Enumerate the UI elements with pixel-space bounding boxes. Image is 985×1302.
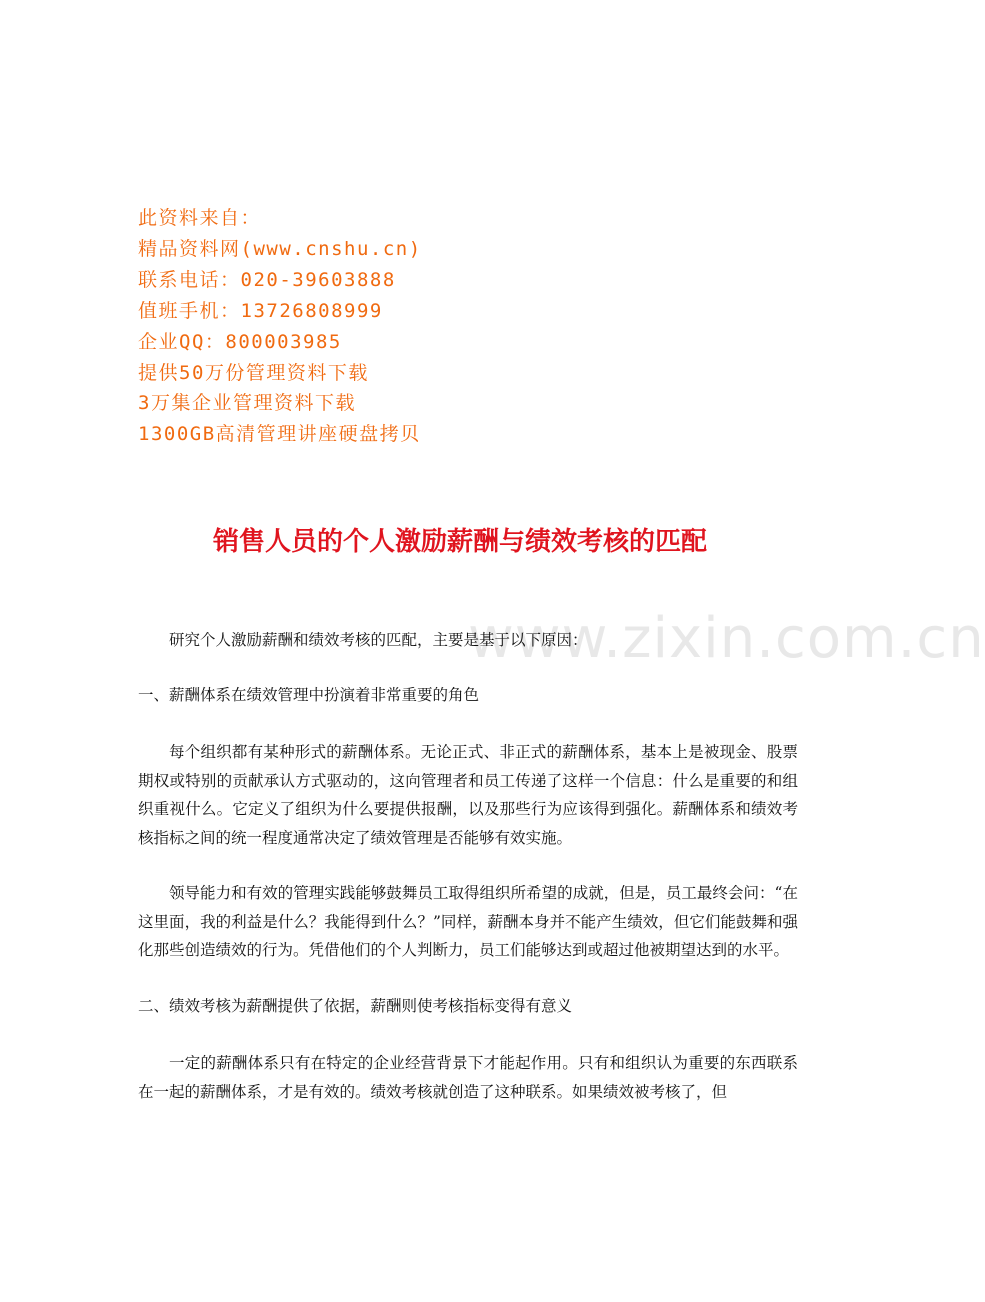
source-line: 值班手机：13726808999 xyxy=(138,299,383,322)
source-line: 联系电话：020-39603888 xyxy=(138,268,396,291)
source-line: 3万集企业管理资料下载 xyxy=(138,392,356,415)
source-info-block xyxy=(138,203,422,450)
source-line: 企业QQ：800003985 xyxy=(138,330,342,353)
watermark-text: www.zixin.com.cn xyxy=(468,606,985,671)
source-line: 精品资料网(www.cnshu.cn) xyxy=(138,237,422,260)
document-body xyxy=(138,626,798,1106)
source-line: 提供50万份管理资料下载 xyxy=(138,361,369,384)
section-1-paragraph-2: 领导能力和有效的管理实践能够鼓舞员工取得组织所希望的成就，但是，员工最终会问：“在这里面，我的利益是什么？我能得到什么？”同样，薪酬本身并不能产生绩效，但它们能鼓舞和强化那些创造绩效的行为。凭借他们的个人判断力，员工们能够达到或超过他被期望达到的水平。 xyxy=(138,884,798,959)
section-1-paragraph-1: 每个组织都有某种形式的薪酬体系。无论正式、非正式的薪酬体系，基本上是被现金、股票期权或特别的贡献承认方式驱动的，这向管理者和员工传递了这样一个信息：什么是重要的和组织重视什么。它定义了组织为什么要提供报酬，以及那些行为应该得到强化。薪酬体系和绩效考核指标之间的统一程度通常决定了绩效管理是否能够有效实施。 xyxy=(138,743,798,847)
intro-paragraph: 研究个人激励薪酬和绩效考核的匹配，主要是基于以下原因： xyxy=(169,631,588,649)
section-2-heading: 二、绩效考核为薪酬提供了依据，薪酬则使考核指标变得有意义 xyxy=(138,996,573,1015)
document-title: 销售人员的个人激励薪酬与绩效考核的匹配 xyxy=(212,527,707,557)
section-2-paragraph-1: 一定的薪酬体系只有在特定的企业经营背景下才能起作用。只有和组织认为重要的东西联系在一起的薪酬体系，才是有效的。绩效考核就创造了这种联系。如果绩效被考核了，但 xyxy=(138,1054,798,1101)
section-1-heading: 一、薪酬体系在绩效管理中扮演着非常重要的角色 xyxy=(138,685,480,704)
source-line: 此资料来自： xyxy=(138,207,262,229)
source-line: 1300GB高清管理讲座硬盘拷贝 xyxy=(138,423,421,446)
